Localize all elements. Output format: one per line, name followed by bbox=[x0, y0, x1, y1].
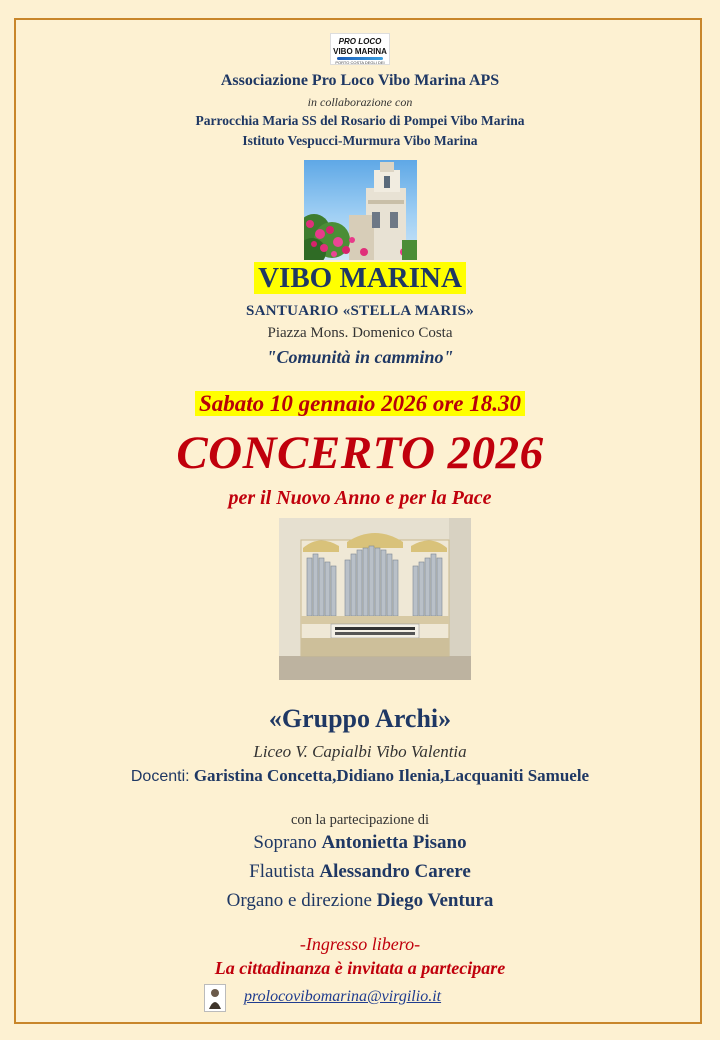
event-title: CONCERTO 2026 bbox=[176, 427, 544, 479]
teachers-line bbox=[0, 766, 720, 786]
invitation-note: La cittadinanza è invitata a partecipare bbox=[214, 958, 506, 978]
performer-flautist: Flautista Alessandro Carere bbox=[249, 861, 471, 882]
event-date: Sabato 10 gennaio 2026 ore 18.30 bbox=[0, 391, 720, 417]
participation-intro: con la partecipazione di bbox=[290, 812, 430, 828]
partner-institute: Istituto Vespucci-Murmura Vibo Marina bbox=[242, 133, 478, 148]
collaboration-note: in collaborazione con bbox=[307, 95, 413, 109]
teachers-label: Docenti: bbox=[130, 768, 190, 785]
city-heading: VIBO MARINA bbox=[0, 262, 720, 295]
ensemble-name: «Gruppo Archi» bbox=[268, 704, 452, 733]
sanctuary-photo bbox=[304, 160, 417, 260]
saint-figure-icon bbox=[204, 984, 226, 1012]
performer-organ-director: Organo e direzione Diego Ventura bbox=[226, 890, 494, 911]
ensemble-school: Liceo V. Capialbi Vibo Valentia bbox=[253, 742, 467, 761]
association-name: Associazione Pro Loco Vibo Marina APS bbox=[220, 72, 500, 89]
contact-email-link[interactable]: prolocovibomarina@virgilio.it bbox=[244, 988, 442, 1005]
teachers-names: Garistina Concetta,Didiano Ilenia,Lacquaniti Samuele bbox=[193, 766, 590, 785]
performer-soprano: Soprano Antonietta Pisano bbox=[253, 832, 467, 853]
sanctuary-name: SANTUARIO «STELLA MARIS» bbox=[245, 303, 475, 319]
partner-parish: Parrocchia Maria SS del Rosario di Pompei Vibo Marina bbox=[195, 113, 525, 128]
pro-loco-logo: PRO LOCO VIBO MARINA PORTO COSTA DEGLI DEI bbox=[330, 33, 390, 65]
free-entry-note: -Ingresso libero- bbox=[299, 934, 421, 954]
address: Piazza Mons. Domenico Costa bbox=[267, 325, 453, 341]
motto: "Comunità in cammino" bbox=[266, 347, 454, 367]
event-subtitle: per il Nuovo Anno e per la Pace bbox=[228, 487, 492, 509]
organ-photo bbox=[279, 518, 471, 680]
